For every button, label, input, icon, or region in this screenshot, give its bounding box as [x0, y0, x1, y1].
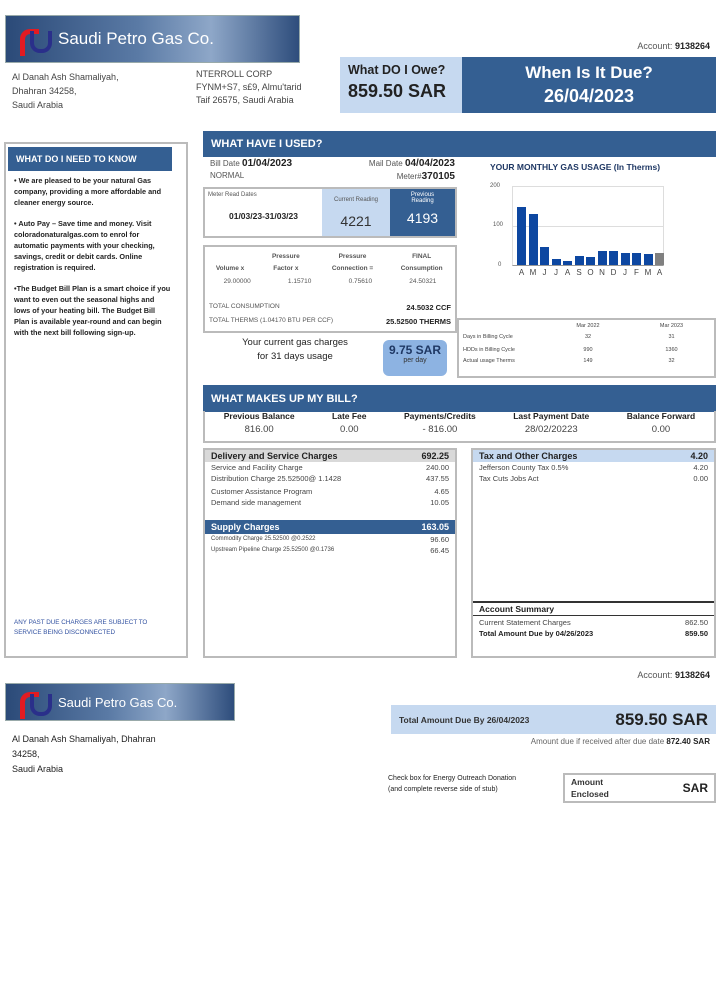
company-name: Saudi Petro Gas Co.: [58, 29, 214, 48]
delivery-charges-box: Delivery and Service Charges 692.25 Service and Facility Charge 240.00 Distribution Charge 25.52500@ 1.1428 437.55 Customer Assistance Program 4.65 Demand side management 10.05 Supply Charges 163.05 Commodity Charge 25.52500 @0.2522 96.60 Upstream Pipeline Charge 25.52500 @0.1736 66.45: [203, 448, 457, 658]
amount-owed-box: What DO I Owe? 859.50 SAR: [340, 57, 462, 113]
x-tick-label: J: [554, 268, 558, 277]
gas-charges-text: Your current gas charges for 31 days usage: [242, 337, 348, 362]
disconnect-notice: ANY PAST DUE CHARGES ARE SUBJECT TO SERVICE BEING DISCONNECTED: [14, 619, 148, 636]
stub-address: Al Danah Ash Shamaliyah, Dhahran 34258, Saudi Arabia: [12, 734, 156, 774]
customer-address: NTERROLL CORP FYNM+S7, s£9, Almu'tarid Taif 26575, Saudi Arabia: [196, 69, 302, 105]
x-tick-label: M: [644, 268, 652, 277]
per-day-cost: 9.75 SAR per day: [383, 340, 447, 376]
sidebar-item: • We are pleased to be your natural Gas company, providing a more affordable and cleaner energy source.: [14, 176, 162, 207]
usage-section-title: WHAT HAVE I USED?: [203, 131, 716, 157]
consumption-calculation: Volume x Pressure Factor x Pressure Connection = FINAL Consumption 29.00000 1.15710 0.75610 24.50321 TOTAL CONSUMPTION 24.5032 CCF TOTAL THERMS (1.04170 BTU PER CCF) 25.52500 THERMS: [203, 245, 457, 333]
chart-bar: [540, 247, 549, 265]
sidebar-item: •The Budget Bill Plan is a smart choice if you want to even out the seasonal highs and lows of your heating bill. The Budget Bill Plan is available year-round and can begin with the next bill following sign-up.: [14, 284, 171, 337]
x-tick-label: A: [518, 268, 525, 277]
stub-total-due: Total Amount Due By 26/04/2023 859.50 SAR: [391, 705, 716, 734]
company-logo-stub: Saudi Petro Gas Co.: [5, 683, 235, 721]
y-tick: 200: [490, 183, 501, 189]
y-tick: 100: [493, 222, 504, 228]
chart-bar: [586, 257, 595, 265]
chart-bar: [632, 253, 641, 265]
account-summary-title: Account Summary: [473, 601, 714, 616]
x-tick-label: F: [634, 268, 639, 277]
x-tick-label: D: [610, 268, 617, 277]
tax-charges-box: Tax and Other Charges 4.20 Jefferson County Tax 0.5% 4.20 Tax Cuts Jobs Act 0.00 Account Summary Current Statement Charges 862.50 Total Amount Due by 04/26/2023 859.50: [471, 448, 716, 658]
account-number-stub: Account: 9138264: [637, 670, 710, 680]
bill-section-title: WHAT MAKES UP MY BILL?: [203, 385, 716, 412]
chart-bar: [621, 253, 630, 265]
chart-bar: [655, 253, 664, 265]
bill-dates: Bill Date 01/04/2023 Mail Date 04/04/2023 NORMAL Meter#370105: [210, 158, 455, 182]
sidebar-item: • Auto Pay – Save time and money. Visit coloradonaturalgas.com to enrol for automatic payments with your checking, savings, credit or debit cards. Online registration is required.: [14, 219, 155, 272]
x-tick-label: A: [564, 268, 571, 277]
company-address: Al Danah Ash Shamaliyah, Dhahran 34258, Saudi Arabia: [12, 72, 119, 110]
late-amount: Amount due if received after due date 872.40 SAR: [530, 737, 710, 746]
logo-mark-icon: [20, 688, 48, 716]
chart-x-axis: [516, 268, 666, 278]
usage-chart: [512, 186, 664, 266]
chart-bar: [552, 259, 561, 265]
chart-bar: [517, 207, 526, 266]
account-number-top: Account: 9138264: [637, 41, 710, 51]
chart-bar: [575, 256, 584, 265]
balance-row: Previous Balance 816.00 Late Fee 0.00 Payments/Credits - 816.00 Last Payment Date 28/02/20223 Balance Forward 0.00: [203, 411, 716, 443]
x-tick-label: N: [599, 268, 605, 277]
supply-charges-header: Supply Charges 163.05: [205, 520, 455, 534]
usage-comparison-table: Mar 2022 Mar 2023 Days in Billing Cycle 32 31 HDDs in Billing Cycle 990 1360 Actual usage Therms 149 32: [457, 318, 716, 378]
amount-enclosed-field[interactable]: Amount Enclosed SAR: [563, 773, 716, 803]
account-summary: Current Statement Charges 862.50 Total Amount Due by 04/26/2023 859.50: [479, 618, 708, 638]
donation-checkbox-label[interactable]: Check box for Energy Outreach Donation (and complete reverse side of stub): [388, 775, 517, 793]
x-tick-label: J: [623, 268, 627, 277]
meter-readings: Meter Read Dates 01/03/23-31/03/23 Current Reading 4221 Previous Reading 4193: [203, 187, 457, 238]
due-date-box: When Is It Due? 26/04/2023: [462, 57, 716, 113]
chart-bar: [644, 254, 653, 265]
company-logo-banner: [5, 15, 300, 63]
x-tick-label: M: [529, 268, 537, 277]
chart-title: YOUR MONTHLY GAS USAGE (In Therms): [490, 162, 661, 172]
x-tick-label: S: [576, 268, 582, 277]
x-tick-label: O: [587, 268, 594, 277]
chart-bar: [609, 251, 618, 265]
x-tick-label: J: [542, 268, 547, 277]
sidebar-title: WHAT DO I NEED TO KNOW: [8, 147, 172, 171]
chart-bar: [563, 261, 572, 265]
chart-bar: [529, 214, 538, 265]
logo-mark-icon: [20, 25, 48, 53]
info-sidebar: [4, 142, 188, 658]
x-tick-label: A: [656, 268, 663, 277]
y-tick: 0: [498, 262, 502, 268]
chart-bar: [598, 251, 607, 265]
